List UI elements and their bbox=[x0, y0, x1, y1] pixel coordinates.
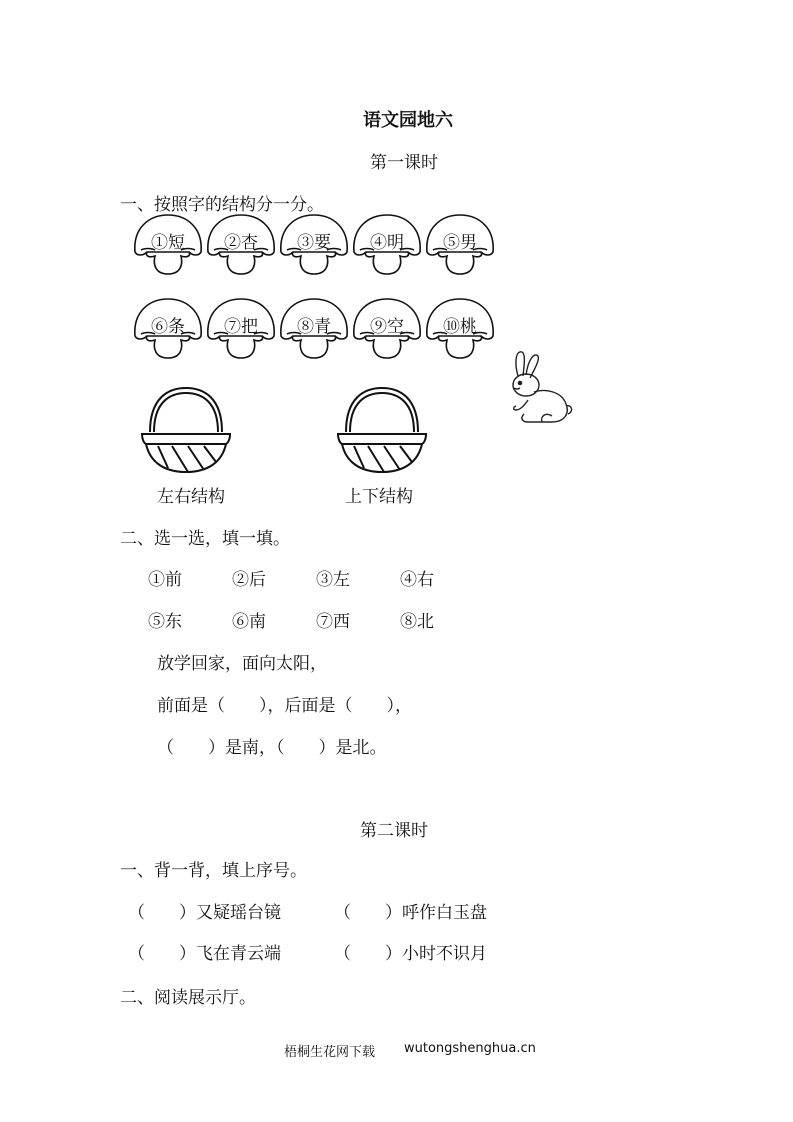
lesson1-q1-prompt: 一、按照字的结构分一分。 bbox=[120, 195, 324, 215]
basket-right-label: 上下结构 bbox=[345, 487, 413, 507]
q2-line-2: 前面是（ ），后面是（ ）， bbox=[157, 696, 412, 716]
page-title: 语文园地六 bbox=[363, 110, 453, 131]
option-8: ⑧北 bbox=[400, 612, 434, 632]
option-5: ⑤东 bbox=[148, 612, 182, 632]
mushroom-label: ⑩桃 bbox=[443, 317, 477, 337]
mushroom-card bbox=[277, 296, 351, 360]
mushroom-card bbox=[350, 212, 424, 276]
q2-line-3: （ ）是南，（ ）是北。 bbox=[157, 738, 387, 758]
mushroom-label: ⑨空 bbox=[370, 317, 404, 337]
rabbit-icon bbox=[506, 348, 576, 426]
mushroom-card bbox=[423, 296, 497, 360]
lesson2-heading: 第二课时 bbox=[360, 821, 428, 841]
mushroom-label: ⑧青 bbox=[297, 317, 331, 337]
poem-item-4: （ ）小时不识月 bbox=[334, 944, 487, 964]
mushroom-card bbox=[350, 296, 424, 360]
option-6: ⑥南 bbox=[232, 612, 266, 632]
lesson2-q1-prompt: 一、背一背，填上序号。 bbox=[120, 861, 307, 881]
option-2: ②后 bbox=[232, 570, 266, 590]
mushroom-card bbox=[204, 296, 278, 360]
footer-site-name: 梧桐生花网下载 bbox=[284, 1045, 376, 1060]
poem-item-2: （ ）呼作白玉盘 bbox=[334, 903, 487, 923]
mushroom-label: ⑥条 bbox=[151, 317, 185, 337]
mushroom-label: ②杏 bbox=[224, 233, 258, 253]
mushroom-label: ①短 bbox=[151, 233, 185, 253]
mushroom-card bbox=[277, 212, 351, 276]
poem-item-1: （ ）又疑瑶台镜 bbox=[128, 903, 281, 923]
mushroom-card bbox=[131, 296, 205, 360]
mushroom-card bbox=[131, 212, 205, 276]
option-7: ⑦西 bbox=[316, 612, 350, 632]
q2-line-1: 放学回家，面向太阳， bbox=[157, 654, 327, 674]
mushroom-label: ⑤男 bbox=[443, 233, 477, 253]
mushroom-label: ③要 bbox=[297, 233, 331, 253]
lesson2-q2-prompt: 二、阅读展示厅。 bbox=[120, 988, 256, 1008]
mushroom-card bbox=[204, 212, 278, 276]
option-1: ①前 bbox=[148, 570, 182, 590]
mushroom-label: ④明 bbox=[370, 233, 404, 253]
lesson1-q2-prompt: 二、选一选，填一填。 bbox=[120, 529, 290, 549]
poem-item-3: （ ）飞在青云端 bbox=[128, 944, 281, 964]
basket-left-label: 左右结构 bbox=[157, 487, 225, 507]
lesson1-heading: 第一课时 bbox=[370, 153, 438, 173]
basket-right-icon bbox=[334, 384, 430, 476]
option-4: ④右 bbox=[400, 570, 434, 590]
footer-site-url: wutongshenghua.cn bbox=[404, 1041, 536, 1056]
mushroom-label: ⑦把 bbox=[224, 317, 258, 337]
option-3: ③左 bbox=[316, 570, 350, 590]
basket-left-icon bbox=[138, 384, 234, 476]
mushroom-card bbox=[423, 212, 497, 276]
